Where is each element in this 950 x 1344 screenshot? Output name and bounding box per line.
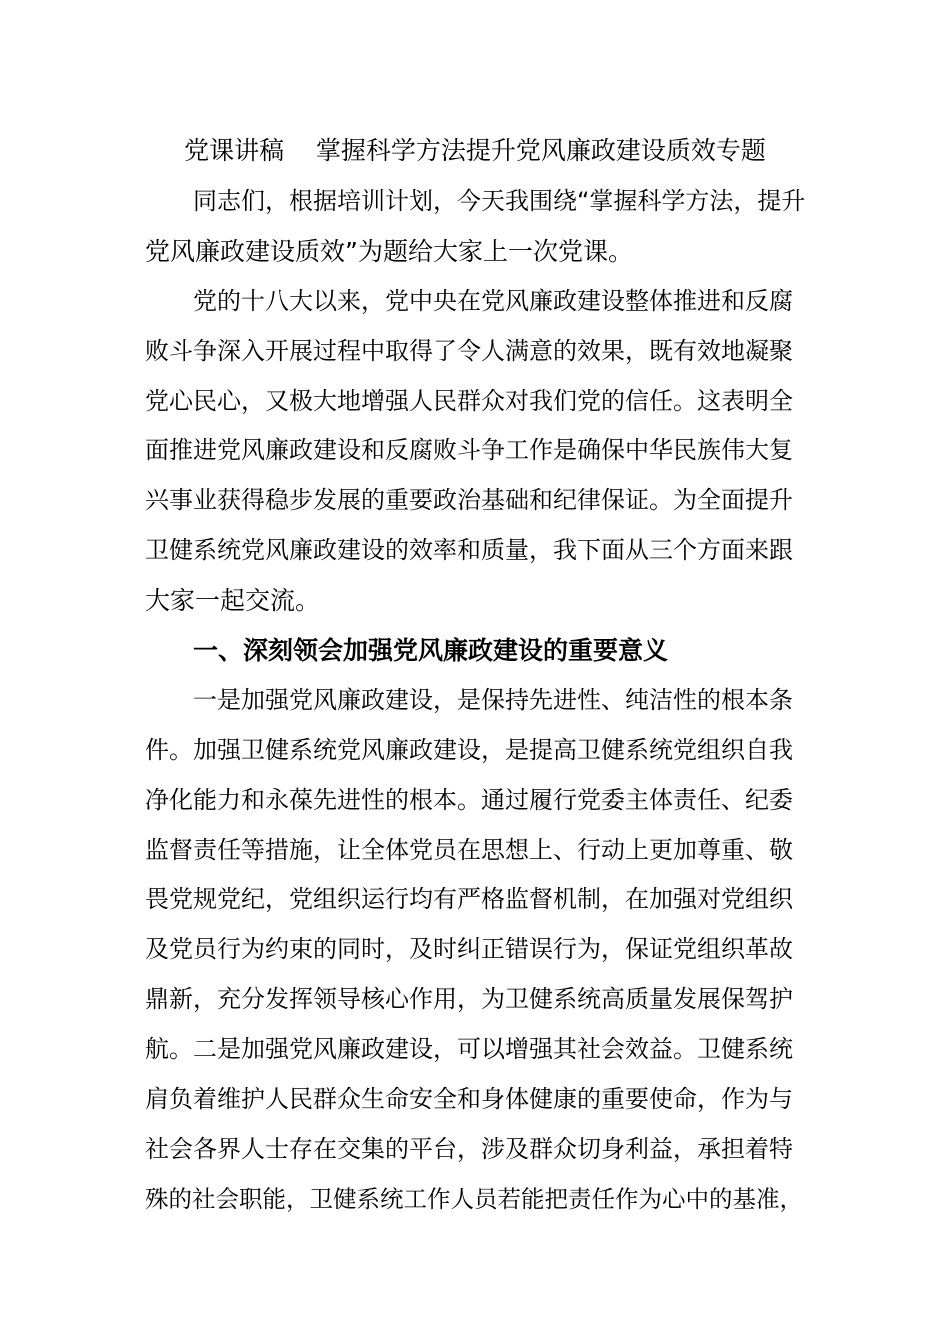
text-line: 鼎新，充分发挥领导核心作用，为卫健系统高质量发展保驾护 bbox=[145, 985, 793, 1014]
document-title: 党课讲稿 掌握科学方法提升党风廉政建设质效专题 bbox=[184, 136, 766, 165]
text-line: 败斗争深入开展过程中取得了令人满意的效果，既有效地凝聚 bbox=[145, 336, 793, 365]
text-line: 及党员行为约束的同时，及时纠正错误行为，保证党组织革故 bbox=[145, 935, 793, 964]
text-line: 面推进党风廉政建设和反腐败斗争工作是确保中华民族伟大复 bbox=[145, 436, 793, 465]
text-line: 监督责任等措施，让全体党员在思想上、行动上更加尊重、敬 bbox=[145, 835, 793, 864]
text-line: 大家一起交流。 bbox=[145, 586, 321, 616]
text-line: 肩负着维护人民群众生命安全和身体健康的重要使命，作为与 bbox=[145, 1085, 793, 1114]
section-heading: 一、深刻领会加强党风廉政建设的重要意义 bbox=[193, 636, 669, 666]
text-line: 党风廉政建设质效”为题给大家上一次党课。 bbox=[145, 236, 633, 266]
text-line: 净化能力和永葆先进性的根本。通过履行党委主体责任、纪委 bbox=[145, 785, 793, 814]
text-line: 件。加强卫健系统党风廉政建设，是提高卫健系统党组织自我 bbox=[145, 735, 793, 764]
text-line: 卫健系统党风廉政建设的效率和质量，我下面从三个方面来跟 bbox=[145, 536, 793, 565]
text-line: 同志们，根据培训计划，今天我围绕“掌握科学方法，提升 bbox=[193, 187, 806, 215]
text-line: 殊的社会职能，卫健系统工作人员若能把责任作为心中的基准， bbox=[145, 1184, 803, 1213]
text-line: 社会各界人士存在交集的平台，涉及群众切身利益，承担着特 bbox=[145, 1134, 793, 1163]
text-line: 党的十八大以来，党中央在党风廉政建设整体推进和反腐 bbox=[193, 286, 793, 315]
text-line: 畏党规党纪，党组织运行均有严格监督机制，在加强对党组织 bbox=[145, 885, 793, 914]
text-line: 一是加强党风廉政建设，是保持先进性、纯洁性的根本条 bbox=[193, 685, 793, 714]
text-line: 航。二是加强党风廉政建设，可以增强其社会效益。卫健系统 bbox=[145, 1035, 793, 1064]
document-body bbox=[145, 177, 805, 1225]
text-line: 兴事业获得稳步发展的重要政治基础和纪律保证。为全面提升 bbox=[145, 486, 793, 515]
text-line: 党心民心，又极大地增强人民群众对我们党的信任。这表明全 bbox=[145, 386, 793, 415]
